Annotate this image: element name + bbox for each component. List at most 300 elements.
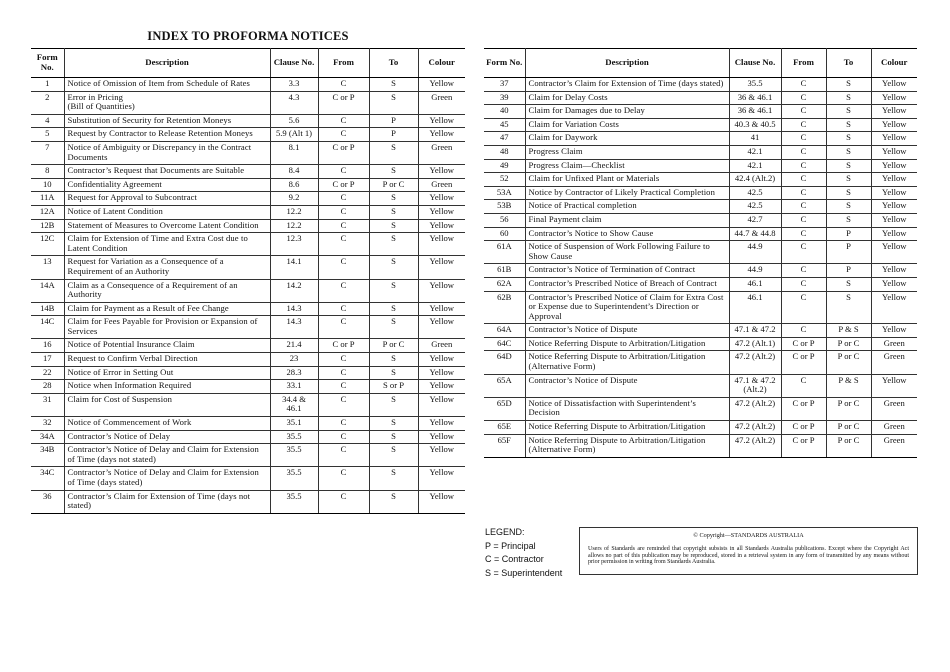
from-cell: C <box>318 417 369 431</box>
form-no-cell: 45 <box>484 118 525 132</box>
colour-cell: Green <box>418 339 465 353</box>
clause-no-cell: 36 & 46.1 <box>729 91 781 105</box>
table-row <box>31 78 465 92</box>
clause-no-cell: 33.1 <box>270 380 318 394</box>
description-cell: Claim for Daywork <box>525 132 729 146</box>
form-no-cell: 60 <box>484 227 525 241</box>
copyright-body: Users of Standards are reminded that copyright subsists in all Standards Australia publications. Except where the Copyright Act allows no part of this publication may be reproduced, stored in a retrieval system in any form of transmitted by any means without prior permission in writing from Standards Australia. <box>588 545 909 566</box>
to-cell: S <box>369 490 418 513</box>
table-row <box>484 200 917 214</box>
from-cell: C <box>318 256 369 279</box>
clause-no-cell: 35.5 <box>270 467 318 490</box>
to-cell: P or C <box>826 337 871 351</box>
table-row <box>31 430 465 444</box>
from-cell: C <box>318 316 369 339</box>
description-cell: Notice when Information Required <box>64 380 270 394</box>
clause-no-cell: 35.1 <box>270 417 318 431</box>
form-no-cell: 61B <box>484 264 525 278</box>
description-cell: Confidentiality Agreement <box>64 178 270 192</box>
colour-cell: Yellow <box>418 444 465 467</box>
table-row <box>31 366 465 380</box>
colour-cell: Green <box>418 91 465 114</box>
to-cell: P or C <box>826 397 871 420</box>
to-cell: S <box>826 277 871 291</box>
from-cell: C <box>781 374 826 397</box>
to-cell: S <box>369 256 418 279</box>
colour-cell: Yellow <box>871 91 917 105</box>
from-cell: C <box>318 128 369 142</box>
from-cell: C <box>318 233 369 256</box>
table-row <box>484 264 917 278</box>
table-row <box>31 316 465 339</box>
form-no-cell: 56 <box>484 213 525 227</box>
from-cell: C <box>318 366 369 380</box>
to-cell: S or P <box>369 380 418 394</box>
description-cell: Claim for Fees Payable for Provision or Expansion of Services <box>64 316 270 339</box>
from-cell: C <box>318 353 369 367</box>
table-row <box>484 132 917 146</box>
description-cell: Contractor’s Notice of Delay and Claim for Extension of Time (days stated) <box>64 467 270 490</box>
table-row <box>31 490 465 513</box>
to-cell: S <box>369 279 418 302</box>
table-row <box>484 421 917 435</box>
to-cell: S <box>826 78 871 92</box>
description-cell: Contractor’s Request that Documents are Suitable <box>64 165 270 179</box>
form-no-cell: 65F <box>484 434 525 457</box>
copyright-notice <box>579 527 918 575</box>
table-header-row <box>31 49 465 78</box>
to-cell: S <box>369 444 418 467</box>
from-cell: C or P <box>781 397 826 420</box>
header-form-no: Form No. <box>484 49 525 78</box>
colour-cell: Yellow <box>418 366 465 380</box>
table-row <box>484 241 917 264</box>
to-cell: S <box>826 159 871 173</box>
legend-item-contractor: C = Contractor <box>485 554 544 564</box>
to-cell: S <box>826 200 871 214</box>
description-cell: Final Payment claim <box>525 213 729 227</box>
description-cell: Statement of Measures to Overcome Latent Condition <box>64 219 270 233</box>
colour-cell: Yellow <box>871 186 917 200</box>
from-cell: C <box>781 241 826 264</box>
to-cell: S <box>369 78 418 92</box>
table-row <box>31 233 465 256</box>
clause-no-cell: 34.4 & 46.1 <box>270 393 318 416</box>
colour-cell: Yellow <box>418 205 465 219</box>
table-row <box>31 380 465 394</box>
clause-no-cell: 5.6 <box>270 114 318 128</box>
form-no-cell: 53B <box>484 200 525 214</box>
colour-cell: Green <box>418 178 465 192</box>
colour-cell: Yellow <box>418 316 465 339</box>
from-cell: C <box>781 159 826 173</box>
form-no-cell: 65D <box>484 397 525 420</box>
from-cell: C <box>318 205 369 219</box>
colour-cell: Green <box>418 141 465 164</box>
table-row <box>484 173 917 187</box>
from-cell: C or P <box>781 337 826 351</box>
table-row <box>31 393 465 416</box>
table-row <box>31 256 465 279</box>
to-cell: S <box>826 91 871 105</box>
clause-no-cell: 3.3 <box>270 78 318 92</box>
table-row <box>484 291 917 324</box>
description-cell: Substitution of Security for Retention Moneys <box>64 114 270 128</box>
table-row <box>31 128 465 142</box>
description-cell: Notice of Suspension of Work Following Failure to Show Cause <box>525 241 729 264</box>
from-cell: C <box>781 291 826 324</box>
description-cell: Notice of Error in Setting Out <box>64 366 270 380</box>
colour-cell: Yellow <box>871 324 917 338</box>
description-cell: Request by Contractor to Release Retention Moneys <box>64 128 270 142</box>
table-row <box>484 277 917 291</box>
table-row <box>484 145 917 159</box>
to-cell: P & S <box>826 324 871 338</box>
header-colour: Colour <box>418 49 465 78</box>
clause-no-cell: 44.7 & 44.8 <box>729 227 781 241</box>
clause-no-cell: 12.2 <box>270 205 318 219</box>
description-cell: Notice of Practical completion <box>525 200 729 214</box>
description-cell: Contractor’s Notice of Delay and Claim for Extension of Time (days not stated) <box>64 444 270 467</box>
form-no-cell: 8 <box>31 165 64 179</box>
colour-cell: Yellow <box>418 233 465 256</box>
clause-no-cell: 40.3 & 40.5 <box>729 118 781 132</box>
from-cell: C <box>318 444 369 467</box>
clause-no-cell: 42.1 <box>729 159 781 173</box>
table-row <box>484 186 917 200</box>
table-row <box>31 178 465 192</box>
header-description: Description <box>525 49 729 78</box>
colour-cell: Yellow <box>418 279 465 302</box>
from-cell: C <box>781 91 826 105</box>
form-no-cell: 14B <box>31 302 64 316</box>
from-cell: C <box>781 105 826 119</box>
form-no-cell: 4 <box>31 114 64 128</box>
clause-no-cell: 8.1 <box>270 141 318 164</box>
header-from: From <box>318 49 369 78</box>
from-cell: C <box>318 78 369 92</box>
clause-no-cell: 14.1 <box>270 256 318 279</box>
description-cell: Notice of Latent Condition <box>64 205 270 219</box>
clause-no-cell: 36 & 46.1 <box>729 105 781 119</box>
table-row <box>484 374 917 397</box>
legend <box>485 526 562 580</box>
clause-no-cell: 44.9 <box>729 264 781 278</box>
from-cell: C <box>781 264 826 278</box>
colour-cell: Yellow <box>871 78 917 92</box>
colour-cell: Yellow <box>871 200 917 214</box>
clause-no-cell: 42.5 <box>729 186 781 200</box>
description-cell: Notice of Potential Insurance Claim <box>64 339 270 353</box>
form-no-cell: 52 <box>484 173 525 187</box>
form-no-cell: 7 <box>31 141 64 164</box>
clause-no-cell: 12.3 <box>270 233 318 256</box>
clause-no-cell: 8.4 <box>270 165 318 179</box>
from-cell: C <box>781 227 826 241</box>
from-cell: C <box>781 186 826 200</box>
to-cell: S <box>369 417 418 431</box>
colour-cell: Yellow <box>871 241 917 264</box>
clause-no-cell: 42.5 <box>729 200 781 214</box>
from-cell: C <box>318 279 369 302</box>
to-cell: S <box>826 105 871 119</box>
form-no-cell: 65A <box>484 374 525 397</box>
from-cell: C <box>318 219 369 233</box>
to-cell: S <box>369 219 418 233</box>
description-cell: Progress Claim—Checklist <box>525 159 729 173</box>
form-no-cell: 61A <box>484 241 525 264</box>
form-no-cell: 31 <box>31 393 64 416</box>
description-cell: Claim for Unfixed Plant or Materials <box>525 173 729 187</box>
form-no-cell: 12B <box>31 219 64 233</box>
table-row <box>31 339 465 353</box>
form-no-cell: 34A <box>31 430 64 444</box>
table-row <box>31 279 465 302</box>
description-cell: Claim for Cost of Suspension <box>64 393 270 416</box>
clause-no-cell: 46.1 <box>729 291 781 324</box>
table-row <box>484 159 917 173</box>
from-cell: C <box>318 302 369 316</box>
form-no-cell: 32 <box>31 417 64 431</box>
clause-no-cell: 21.4 <box>270 339 318 353</box>
to-cell: S <box>369 366 418 380</box>
table-row <box>31 114 465 128</box>
from-cell: C <box>781 200 826 214</box>
colour-cell: Yellow <box>871 291 917 324</box>
colour-cell: Green <box>871 397 917 420</box>
to-cell: S <box>369 430 418 444</box>
clause-no-cell: 47.2 (Alt.1) <box>729 337 781 351</box>
from-cell: C <box>781 132 826 146</box>
table-row <box>484 78 917 92</box>
clause-no-cell: 4.3 <box>270 91 318 114</box>
description-cell: Request for Approval to Subcontract <box>64 192 270 206</box>
table-row <box>484 351 917 374</box>
colour-cell: Yellow <box>418 256 465 279</box>
clause-no-cell: 5.9 (Alt 1) <box>270 128 318 142</box>
colour-cell: Yellow <box>871 173 917 187</box>
from-cell: C or P <box>781 434 826 457</box>
from-cell: C <box>781 145 826 159</box>
description-cell: Claim for Damages due to Delay <box>525 105 729 119</box>
to-cell: S <box>826 132 871 146</box>
colour-cell: Yellow <box>418 302 465 316</box>
description-cell: Notice of Commencement of Work <box>64 417 270 431</box>
form-no-cell: 5 <box>31 128 64 142</box>
table-row <box>31 444 465 467</box>
from-cell: C or P <box>318 339 369 353</box>
table-row <box>484 324 917 338</box>
form-no-cell: 64A <box>484 324 525 338</box>
to-cell: S <box>369 393 418 416</box>
table-row <box>484 434 917 457</box>
table-row <box>484 105 917 119</box>
to-cell: P <box>369 114 418 128</box>
from-cell: C <box>318 114 369 128</box>
form-no-cell: 12C <box>31 233 64 256</box>
from-cell: C <box>318 165 369 179</box>
table-row <box>484 337 917 351</box>
table-row <box>31 417 465 431</box>
form-no-cell: 62B <box>484 291 525 324</box>
legend-heading: LEGEND: <box>485 527 525 537</box>
from-cell: C <box>781 78 826 92</box>
clause-no-cell: 46.1 <box>729 277 781 291</box>
description-cell: Claim for Payment as a Result of Fee Change <box>64 302 270 316</box>
form-no-cell: 2 <box>31 91 64 114</box>
to-cell: P or C <box>826 421 871 435</box>
description-cell: Progress Claim <box>525 145 729 159</box>
form-no-cell: 40 <box>484 105 525 119</box>
from-cell: C or P <box>318 141 369 164</box>
to-cell: P & S <box>826 374 871 397</box>
form-no-cell: 34C <box>31 467 64 490</box>
from-cell: C or P <box>318 178 369 192</box>
clause-no-cell: 14.3 <box>270 302 318 316</box>
colour-cell: Green <box>871 337 917 351</box>
to-cell: S <box>369 192 418 206</box>
from-cell: C <box>781 213 826 227</box>
colour-cell: Yellow <box>871 105 917 119</box>
table-row <box>484 227 917 241</box>
colour-cell: Yellow <box>871 213 917 227</box>
colour-cell: Green <box>871 434 917 457</box>
description-cell: Claim for Delay Costs <box>525 91 729 105</box>
description-cell: Request to Confirm Verbal Direction <box>64 353 270 367</box>
description-cell: Notice of Ambiguity or Discrepancy in the Contract Documents <box>64 141 270 164</box>
to-cell: S <box>826 213 871 227</box>
from-cell: C <box>318 430 369 444</box>
clause-no-cell: 35.5 <box>270 430 318 444</box>
form-no-cell: 10 <box>31 178 64 192</box>
legend-item-superintendent: S = Superintendent <box>485 567 563 578</box>
from-cell: C <box>318 490 369 513</box>
table-row <box>484 213 917 227</box>
table-row <box>31 219 465 233</box>
colour-cell: Yellow <box>871 159 917 173</box>
from-cell: C <box>318 467 369 490</box>
colour-cell: Yellow <box>871 145 917 159</box>
clause-no-cell: 28.3 <box>270 366 318 380</box>
to-cell: S <box>369 165 418 179</box>
from-cell: C <box>318 380 369 394</box>
description-cell: Notice Referring Dispute to Arbitration/Litigation (Alternative Form) <box>525 351 729 374</box>
colour-cell: Yellow <box>418 219 465 233</box>
header-to: To <box>826 49 871 78</box>
from-cell: C <box>781 324 826 338</box>
clause-no-cell: 35.5 <box>270 444 318 467</box>
form-no-cell: 14A <box>31 279 64 302</box>
header-from: From <box>781 49 826 78</box>
notices-table-left <box>31 48 465 514</box>
form-no-cell: 1 <box>31 78 64 92</box>
description-cell: Claim for Variation Costs <box>525 118 729 132</box>
to-cell: P <box>369 128 418 142</box>
description-cell: Contractor’s Claim for Extension of Time (days stated) <box>525 78 729 92</box>
description-cell: Notice of Dissatisfaction with Superintendent’s Decision <box>525 397 729 420</box>
to-cell: S <box>369 91 418 114</box>
colour-cell: Yellow <box>871 264 917 278</box>
copyright-heading: © Copyright—STANDARDS AUSTRALIA <box>693 532 804 539</box>
colour-cell: Yellow <box>418 490 465 513</box>
form-no-cell: 64D <box>484 351 525 374</box>
table-header-row <box>484 49 917 78</box>
to-cell: S <box>369 353 418 367</box>
to-cell: P or C <box>826 351 871 374</box>
form-no-cell: 62A <box>484 277 525 291</box>
to-cell: S <box>826 145 871 159</box>
table-row <box>484 397 917 420</box>
form-no-cell: 64C <box>484 337 525 351</box>
from-cell: C or P <box>781 421 826 435</box>
from-cell: C <box>781 118 826 132</box>
header-colour: Colour <box>871 49 917 78</box>
form-no-cell: 37 <box>484 78 525 92</box>
clause-no-cell: 47.2 (Alt.2) <box>729 434 781 457</box>
to-cell: P <box>826 241 871 264</box>
to-cell: S <box>369 205 418 219</box>
to-cell: S <box>369 233 418 256</box>
from-cell: C <box>318 393 369 416</box>
to-cell: S <box>826 186 871 200</box>
clause-no-cell: 47.2 (Alt.2) <box>729 397 781 420</box>
colour-cell: Green <box>871 421 917 435</box>
colour-cell: Yellow <box>418 114 465 128</box>
page-title: INDEX TO PROFORMA NOTICES <box>147 29 349 43</box>
form-no-cell: 47 <box>484 132 525 146</box>
clause-no-cell: 23 <box>270 353 318 367</box>
description-cell: Notice Referring Dispute to Arbitration/Litigation <box>525 421 729 435</box>
table-row <box>31 302 465 316</box>
form-no-cell: 36 <box>31 490 64 513</box>
clause-no-cell: 35.5 <box>270 490 318 513</box>
to-cell: P or C <box>826 434 871 457</box>
to-cell: S <box>369 467 418 490</box>
form-no-cell: 53A <box>484 186 525 200</box>
clause-no-cell: 47.1 & 47.2 <box>729 324 781 338</box>
from-cell: C <box>781 173 826 187</box>
table-row <box>31 165 465 179</box>
colour-cell: Yellow <box>418 380 465 394</box>
description-cell: Contractor’s Notice of Dispute <box>525 374 729 397</box>
clause-no-cell: 44.9 <box>729 241 781 264</box>
to-cell: P <box>826 264 871 278</box>
clause-no-cell: 47.1 & 47.2 (Alt.2) <box>729 374 781 397</box>
clause-no-cell: 12.2 <box>270 219 318 233</box>
description-cell: Contractor’s Prescribed Notice of Claim for Extra Cost or Expense due to Superintendent’s Direction or Approval <box>525 291 729 324</box>
table-row <box>31 205 465 219</box>
to-cell: P or C <box>369 178 418 192</box>
description-cell: Notice Referring Dispute to Arbitration/Litigation (Alternative Form) <box>525 434 729 457</box>
clause-no-cell: 41 <box>729 132 781 146</box>
form-no-cell: 11A <box>31 192 64 206</box>
colour-cell: Yellow <box>418 467 465 490</box>
table-row <box>484 118 917 132</box>
form-no-cell: 48 <box>484 145 525 159</box>
notices-table-right <box>484 48 917 458</box>
description-cell: Notice of Omission of Item from Schedule of Rates <box>64 78 270 92</box>
form-no-cell: 49 <box>484 159 525 173</box>
to-cell: P or C <box>369 339 418 353</box>
colour-cell: Yellow <box>418 393 465 416</box>
colour-cell: Yellow <box>418 192 465 206</box>
colour-cell: Green <box>871 351 917 374</box>
from-cell: C or P <box>781 351 826 374</box>
to-cell: S <box>826 291 871 324</box>
table-row <box>31 141 465 164</box>
header-description: Description <box>64 49 270 78</box>
colour-cell: Yellow <box>871 227 917 241</box>
